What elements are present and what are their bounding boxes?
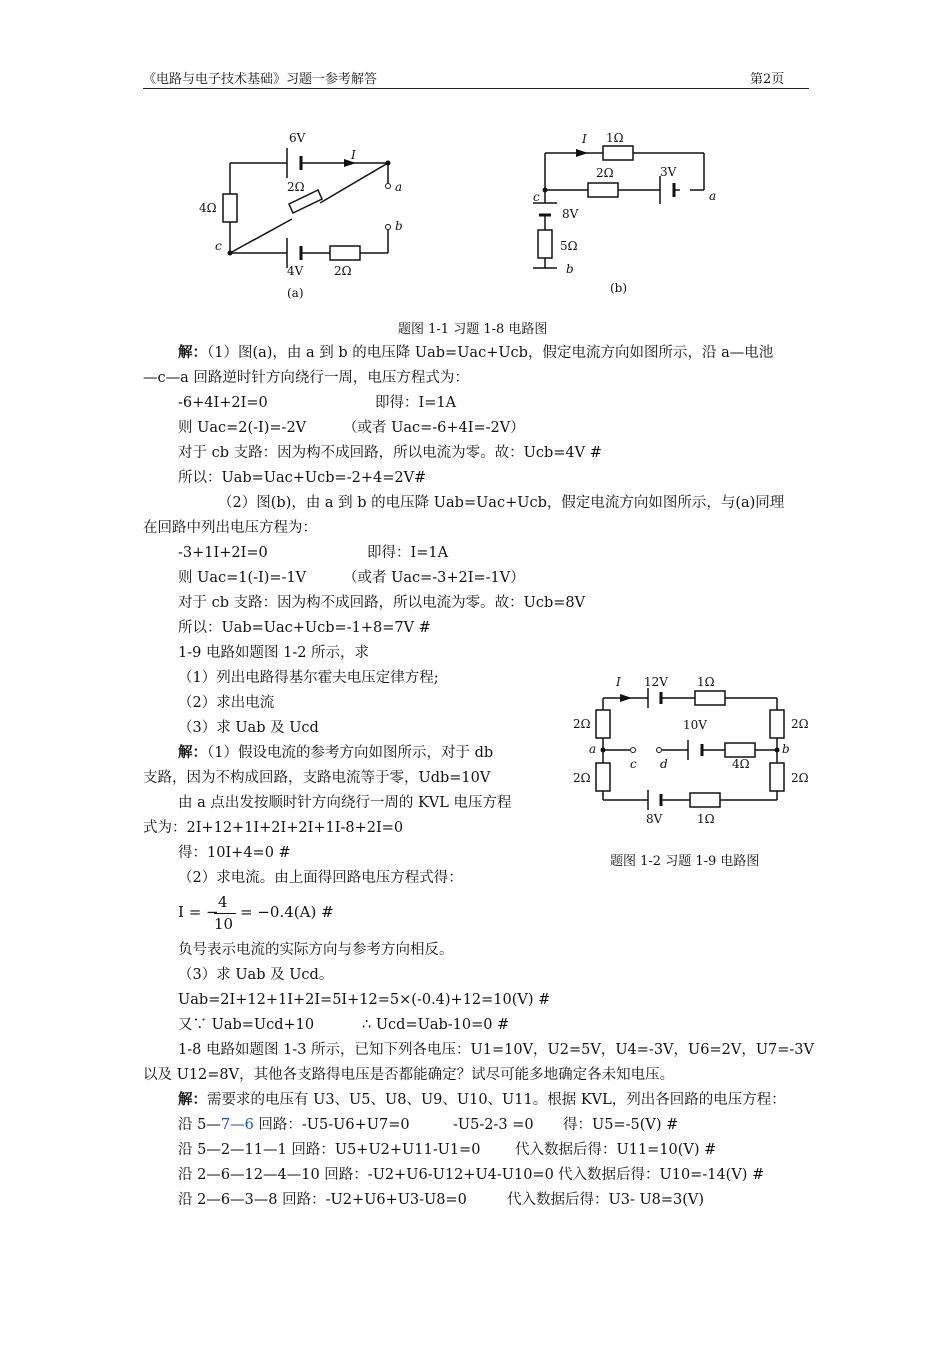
fig2-caption: 题图 1-2 习题 1-9 电路图 xyxy=(610,854,760,869)
loop-2: 沿 5—2—11—1 回路：U5+U2+U11-U1=0 xyxy=(178,1142,481,1158)
para-2-line-1: （2）图(b)，由 a 到 b 的电压降 Uab=Uac+Ucb，假定电流方向如图所示，与(a)同理 xyxy=(218,495,785,511)
svg-text:c: c xyxy=(533,190,540,204)
solution-1-9-line-5: 得：10I+4=0 # xyxy=(178,845,291,861)
problem-1-9-q3: （3）求 Uab 及 Ucd xyxy=(178,720,319,736)
fig1a-circuit xyxy=(223,148,388,268)
eq-ucd-given: 又∵ Uab=Ucd+10 xyxy=(178,1017,315,1033)
svg-text:b: b xyxy=(395,219,403,233)
svg-text:2Ω: 2Ω xyxy=(791,717,809,731)
solution-1-9-line-6: （2）求电流。由上面得回路电压方程式得： xyxy=(178,870,463,886)
problem-1-9-q1: （1）列出电路得基尔霍夫电压定律方程; xyxy=(178,670,439,686)
eq-4-alt: （或者 Uac=-3+2I=-1V） xyxy=(343,570,525,586)
problem-1-8-line-2: 以及 U12=8V，其他各支路得电压是否都能确定？试尽可能多地确定各未知电压。 xyxy=(143,1067,675,1083)
svg-text:5Ω: 5Ω xyxy=(560,239,578,253)
svg-text:(b): (b) xyxy=(610,281,628,295)
para-cb-a: 对于 cb 支路：因为构不成回路，所以电流为零。故：Ucb=4V # xyxy=(178,445,602,461)
problem-1-8-line-1: 1-8 电路如题图 1-3 所示，已知下列各电压：U1=10V，U2=5V，U4=-3V，U6=2V，U7=-3V xyxy=(178,1042,815,1058)
svg-text:8V: 8V xyxy=(562,207,579,221)
svg-text:3V: 3V xyxy=(660,165,677,179)
svg-text:8V: 8V xyxy=(646,812,663,826)
svg-text:1Ω: 1Ω xyxy=(697,675,715,689)
svg-text:2Ω: 2Ω xyxy=(573,771,591,785)
svg-text:a: a xyxy=(709,189,717,203)
para-cb-b: 对于 cb 支路：因为构不成回路，所以电流为零。故：Ucb=8V xyxy=(178,595,586,611)
page-number: 第2页 xyxy=(750,72,785,87)
para-1-line-2: —c—a 回路逆时针方向绕行一周，电压方程式为： xyxy=(143,370,469,386)
fig1-caption: 题图 1-1 习题 1-8 电路图 xyxy=(398,322,548,337)
svg-text:1Ω: 1Ω xyxy=(697,812,715,826)
fig2-circuit xyxy=(596,688,784,810)
eq-3-result: 即得：I=1A xyxy=(367,545,449,561)
problem-1-9-q2: （2）求出电流 xyxy=(178,695,275,711)
svg-text:4Ω: 4Ω xyxy=(732,757,750,771)
svg-text:a: a xyxy=(589,742,597,756)
loop-3: 沿 2—6—12—4—10 回路：-U2+U6-U12+U4-U10=0 xyxy=(178,1167,554,1183)
solution-1-9-part3: （3）求 Uab 及 Ucd。 xyxy=(178,967,334,983)
svg-text:c: c xyxy=(630,757,637,771)
header-title: 《电路与电子技术基础》习题一参考解答 xyxy=(143,72,378,87)
svg-text:2Ω: 2Ω xyxy=(791,771,809,785)
eq-1: -6+4I+2I=0 xyxy=(178,395,268,411)
loop-1-sub: -U5-2-3 =0 xyxy=(453,1117,534,1133)
loop-3-result: 代入数据后得：U10=-14(V) # xyxy=(558,1167,765,1183)
svg-text:1Ω: 1Ω xyxy=(606,131,624,145)
eq-4: 则 Uac=1(-I)=-1V xyxy=(178,570,307,586)
fig1b-labels xyxy=(533,131,716,295)
problem-1-9: 1-9 电路如题图 1-2 所示，求 xyxy=(178,645,370,661)
loop-2-result: 代入数据后得：U11=10(V) # xyxy=(515,1142,717,1158)
eq-3: -3+1I+2I=0 xyxy=(178,545,268,561)
para-1-line-1: 解：（1）图(a)，由 a 到 b 的电压降 Uab=Uac+Ucb，假定电流方向如图所示，沿 a—电池 xyxy=(178,344,774,361)
solution-1-9-line-2: 支路，因为不构成回路，支路电流等于零，Udb=10V xyxy=(143,770,491,786)
svg-text:10V: 10V xyxy=(683,718,707,732)
result-b: 所以：Uab=Uac+Ucb=-1+8=7V # xyxy=(178,620,431,636)
svg-text:b: b xyxy=(782,742,790,756)
solution-1-8-line-1: 解：需要求的电压有 U3、U5、U8、U9、U10、U11。根据 KVL，列出各回路的电压方程： xyxy=(178,1091,786,1108)
svg-text:d: d xyxy=(660,757,668,771)
loop-1: 沿 5—7—6 回路：-U5-U6+U7=0 xyxy=(178,1117,410,1133)
svg-text:2Ω: 2Ω xyxy=(334,264,352,278)
para-2-line-2: 在回路中列出电压方程为： xyxy=(143,520,317,536)
svg-text:2Ω: 2Ω xyxy=(596,166,614,180)
svg-text:2Ω: 2Ω xyxy=(287,180,305,194)
svg-text:12V: 12V xyxy=(644,675,668,689)
eq-1-result: 即得：I=1A xyxy=(375,395,457,411)
svg-text:(a): (a) xyxy=(287,286,304,300)
svg-text:a: a xyxy=(395,180,403,194)
svg-text:I: I xyxy=(582,132,587,146)
svg-text:c: c xyxy=(215,239,222,253)
solution-1-9-line-4: 式为：2I+12+1I+2I+2I+1I-8+2I=0 xyxy=(143,820,404,836)
svg-text:I: I xyxy=(616,675,621,689)
svg-text:b: b xyxy=(566,262,574,276)
svg-text:4Ω: 4Ω xyxy=(199,201,217,215)
svg-text:6V: 6V xyxy=(289,131,306,145)
solution-1-9-note: 负号表示电流的实际方向与参考方向相反。 xyxy=(178,942,454,958)
eq-2: 则 Uac=2(-I)=-2V xyxy=(178,420,307,436)
eq-ucd-result: ∴ Ucd=Uab-10=0 # xyxy=(362,1017,510,1033)
svg-text:I: I xyxy=(351,148,356,162)
loop-1-result: 得：U5=-5(V) # xyxy=(563,1117,679,1133)
svg-text:4V: 4V xyxy=(287,264,304,278)
fig1b-circuit xyxy=(533,146,704,268)
eq-uab: Uab=2I+12+1I+2I=5I+12=5×(-0.4)+12=10(V) # xyxy=(178,992,551,1008)
solution-1-9-line-3: 由 a 点出发按顺时针方向绕行一周的 KVL 电压方程 xyxy=(178,795,512,811)
loop-4-result: 代入数据后得：U3- U8=3(V) xyxy=(507,1192,705,1208)
result-a: 所以：Uab=Uac+Ucb=-2+4=2V# xyxy=(178,470,427,486)
eq-2-alt: （或者 Uac=-6+4I=-2V） xyxy=(343,420,525,436)
loop-4: 沿 2—6—3—8 回路：-U2+U6+U3-U8=0 xyxy=(178,1192,467,1208)
svg-text:2Ω: 2Ω xyxy=(573,717,591,731)
solution-1-9-line-1: 解：（1）假设电流的参考方向如图所示，对于 db xyxy=(178,744,494,761)
